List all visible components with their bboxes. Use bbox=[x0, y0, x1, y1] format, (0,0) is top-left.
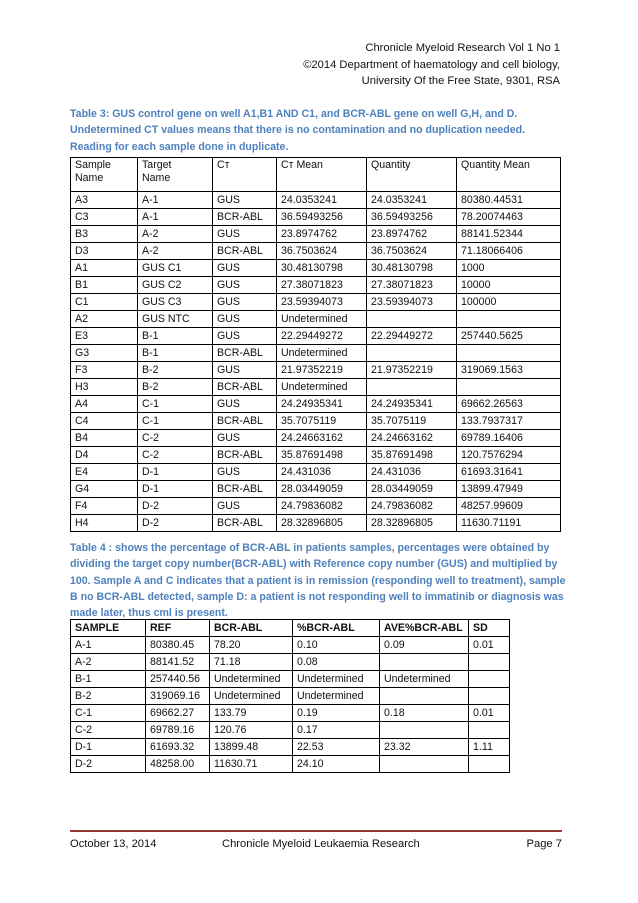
table-cell: 24.10 bbox=[293, 756, 380, 773]
table-cell bbox=[367, 345, 457, 362]
column-header-line: Name bbox=[75, 172, 104, 184]
table-cell: C-2 bbox=[138, 430, 213, 447]
footer-date: October 13, 2014 bbox=[70, 838, 157, 850]
table-cell: 24.79836082 bbox=[277, 498, 367, 515]
table-cell: 0.01 bbox=[469, 637, 510, 654]
table-cell: 80380.45 bbox=[146, 637, 210, 654]
table-row bbox=[71, 637, 510, 654]
caption-line: made later, thus cml is present. bbox=[70, 607, 228, 620]
table-row bbox=[71, 430, 561, 447]
table-row bbox=[71, 226, 561, 243]
table-row bbox=[71, 515, 561, 532]
table-cell: E3 bbox=[71, 328, 138, 345]
column-header: SD bbox=[469, 620, 510, 637]
table-cell: 61693.31641 bbox=[457, 464, 561, 481]
table-cell: 1.11 bbox=[469, 739, 510, 756]
table-cell: H4 bbox=[71, 515, 138, 532]
table-cell: D-2 bbox=[71, 756, 146, 773]
table-cell: 13899.48 bbox=[210, 739, 293, 756]
table-cell: A-2 bbox=[138, 226, 213, 243]
caption-line: Table 3: GUS control gene on well A1,B1 AND C1, and BCR-ABL gene on well G,H, and D. bbox=[70, 108, 518, 120]
table-cell: A1 bbox=[71, 260, 138, 277]
column-header: %BCR-ABL bbox=[293, 620, 380, 637]
table-cell: F4 bbox=[71, 498, 138, 515]
table-row bbox=[71, 328, 561, 345]
table-cell: C-1 bbox=[138, 413, 213, 430]
table-cell: Undetermined bbox=[277, 379, 367, 396]
table-cell: C-1 bbox=[71, 705, 146, 722]
table4-body bbox=[71, 637, 510, 773]
table-cell: H3 bbox=[71, 379, 138, 396]
table-cell: 23.8974762 bbox=[277, 226, 367, 243]
table-row bbox=[71, 260, 561, 277]
table-cell bbox=[457, 345, 561, 362]
table-cell: BCR-ABL bbox=[213, 209, 277, 226]
table-cell: GUS bbox=[213, 328, 277, 345]
table-cell: A-1 bbox=[71, 637, 146, 654]
table-row bbox=[71, 722, 510, 739]
caption-line: Reading for each sample done in duplicate. bbox=[70, 140, 289, 153]
table-cell: GUS bbox=[213, 311, 277, 328]
table-cell: GUS bbox=[213, 226, 277, 243]
table-row bbox=[71, 447, 561, 464]
table-cell: 100000 bbox=[457, 294, 561, 311]
column-header bbox=[277, 158, 367, 192]
running-header bbox=[140, 40, 560, 90]
table-cell: GUS bbox=[213, 260, 277, 277]
header-university: University Of the Free State, 9301, RSA bbox=[361, 75, 560, 87]
table-row bbox=[71, 243, 561, 260]
table-cell: 0.01 bbox=[469, 705, 510, 722]
column-header-line: Name bbox=[142, 172, 171, 184]
column-header: SAMPLE bbox=[71, 620, 146, 637]
table-cell: GUS NTC bbox=[138, 311, 213, 328]
table-cell: B-2 bbox=[71, 688, 146, 705]
table4-caption bbox=[70, 540, 570, 621]
table-cell: 1000 bbox=[457, 260, 561, 277]
table-cell: C1 bbox=[71, 294, 138, 311]
table-row bbox=[71, 756, 510, 773]
table-cell: 22.29449272 bbox=[367, 328, 457, 345]
table-cell: B1 bbox=[71, 277, 138, 294]
table-cell: C3 bbox=[71, 209, 138, 226]
table-cell: 69789.16406 bbox=[457, 430, 561, 447]
table-cell: 36.7503624 bbox=[277, 243, 367, 260]
table-cell: 0.10 bbox=[293, 637, 380, 654]
column-header-line: Quantity bbox=[371, 159, 411, 171]
table-cell: A-1 bbox=[138, 192, 213, 209]
table-cell: 24.24935341 bbox=[367, 396, 457, 413]
caption-line: Table 4 : shows the percentage of BCR-ABL in patients samples, percentages were obtained by bbox=[70, 542, 550, 554]
table-cell: 48257.99609 bbox=[457, 498, 561, 515]
table-cell: 71.18 bbox=[210, 654, 293, 671]
column-header-line: Sample bbox=[75, 159, 111, 171]
table-cell: B3 bbox=[71, 226, 138, 243]
table-cell: 23.32 bbox=[380, 739, 469, 756]
table-cell: C4 bbox=[71, 413, 138, 430]
table-cell: 257440.5625 bbox=[457, 328, 561, 345]
table-cell: 30.48130798 bbox=[277, 260, 367, 277]
table-cell: 24.24935341 bbox=[277, 396, 367, 413]
header-journal: Chronicle Myeloid Research Vol 1 No 1 bbox=[365, 42, 560, 54]
table-cell bbox=[380, 756, 469, 773]
table-cell bbox=[469, 671, 510, 688]
column-header: BCR-ABL bbox=[210, 620, 293, 637]
table-cell: BCR-ABL bbox=[213, 515, 277, 532]
table4-bcr-abl-percentages bbox=[70, 619, 510, 773]
table-cell: 48258.00 bbox=[146, 756, 210, 773]
table-cell: D4 bbox=[71, 447, 138, 464]
header-row bbox=[71, 620, 510, 637]
column-header: AVE%BCR-ABL bbox=[380, 620, 469, 637]
table-cell: GUS bbox=[213, 464, 277, 481]
table-cell: A-2 bbox=[71, 654, 146, 671]
table-cell: 11630.71 bbox=[210, 756, 293, 773]
table-cell: Undetermined bbox=[277, 311, 367, 328]
table-cell bbox=[469, 688, 510, 705]
table-cell: 35.87691498 bbox=[277, 447, 367, 464]
table-cell: Undetermined bbox=[277, 345, 367, 362]
table3-qpcr-results bbox=[70, 157, 561, 532]
table-cell: 36.59493256 bbox=[367, 209, 457, 226]
table-cell: D3 bbox=[71, 243, 138, 260]
table-cell: D-2 bbox=[138, 515, 213, 532]
table-row bbox=[71, 481, 561, 498]
column-header bbox=[367, 158, 457, 192]
column-header: REF bbox=[146, 620, 210, 637]
table-cell: A-1 bbox=[138, 209, 213, 226]
table-cell bbox=[457, 311, 561, 328]
column-header bbox=[457, 158, 561, 192]
table3-caption bbox=[70, 106, 570, 155]
table-cell: 24.431036 bbox=[367, 464, 457, 481]
table-cell: A-2 bbox=[138, 243, 213, 260]
table-cell: 24.431036 bbox=[277, 464, 367, 481]
column-header bbox=[71, 158, 138, 192]
table-cell: A3 bbox=[71, 192, 138, 209]
table-row bbox=[71, 705, 510, 722]
table-cell: 27.38071823 bbox=[367, 277, 457, 294]
table-cell: 120.7576294 bbox=[457, 447, 561, 464]
table-cell: Undetermined bbox=[210, 671, 293, 688]
table-cell: B4 bbox=[71, 430, 138, 447]
table-cell: 36.59493256 bbox=[277, 209, 367, 226]
table-row bbox=[71, 654, 510, 671]
table-cell: 0.08 bbox=[293, 654, 380, 671]
table-cell: 71.18066406 bbox=[457, 243, 561, 260]
table-cell: 30.48130798 bbox=[367, 260, 457, 277]
column-header bbox=[213, 158, 277, 192]
table-row bbox=[71, 464, 561, 481]
table-row bbox=[71, 379, 561, 396]
table-cell: 78.20074463 bbox=[457, 209, 561, 226]
table-cell: D-1 bbox=[71, 739, 146, 756]
table3-header bbox=[71, 158, 561, 192]
footer-page-number: Page 7 bbox=[526, 838, 562, 850]
caption-line: B no BCR-ABL detected, sample D: a patient is not responding well to immatinib or diagnosis was bbox=[70, 590, 564, 603]
table-cell: GUS C3 bbox=[138, 294, 213, 311]
table-cell: 69789.16 bbox=[146, 722, 210, 739]
table-cell: 27.38071823 bbox=[277, 277, 367, 294]
table-cell: BCR-ABL bbox=[213, 379, 277, 396]
table-cell bbox=[469, 756, 510, 773]
table-row bbox=[71, 311, 561, 328]
table-row bbox=[71, 345, 561, 362]
table-row bbox=[71, 671, 510, 688]
table-cell: 69662.27 bbox=[146, 705, 210, 722]
table-row bbox=[71, 192, 561, 209]
table-cell: 61693.32 bbox=[146, 739, 210, 756]
header-row bbox=[71, 158, 561, 192]
table-cell bbox=[367, 379, 457, 396]
table-row bbox=[71, 209, 561, 226]
table-cell bbox=[367, 311, 457, 328]
table-cell: 24.24663162 bbox=[367, 430, 457, 447]
table-cell: B-1 bbox=[138, 328, 213, 345]
table-cell: 35.7075119 bbox=[277, 413, 367, 430]
table-cell: 0.18 bbox=[380, 705, 469, 722]
table-cell bbox=[380, 654, 469, 671]
table-cell: E4 bbox=[71, 464, 138, 481]
table-cell: BCR-ABL bbox=[213, 345, 277, 362]
table-cell: 319069.16 bbox=[146, 688, 210, 705]
table-cell: A2 bbox=[71, 311, 138, 328]
table-cell: 21.97352219 bbox=[277, 362, 367, 379]
table-cell: C-1 bbox=[138, 396, 213, 413]
table-cell: GUS bbox=[213, 498, 277, 515]
table-cell bbox=[469, 722, 510, 739]
table-cell: 69662.26563 bbox=[457, 396, 561, 413]
table-row bbox=[71, 277, 561, 294]
table-cell: GUS bbox=[213, 362, 277, 379]
table-cell: B-2 bbox=[138, 362, 213, 379]
table-row bbox=[71, 294, 561, 311]
table-row bbox=[71, 396, 561, 413]
table-cell: 24.24663162 bbox=[277, 430, 367, 447]
table-cell: B-1 bbox=[71, 671, 146, 688]
footer-title: Chronicle Myeloid Leukaemia Research bbox=[222, 838, 420, 850]
table-cell: 35.87691498 bbox=[367, 447, 457, 464]
table-cell: C-2 bbox=[71, 722, 146, 739]
table-cell: 133.7937317 bbox=[457, 413, 561, 430]
table-cell: GUS C1 bbox=[138, 260, 213, 277]
table-cell: 80380.44531 bbox=[457, 192, 561, 209]
table-row bbox=[71, 413, 561, 430]
table-cell: D-1 bbox=[138, 464, 213, 481]
table-cell: 28.03449059 bbox=[367, 481, 457, 498]
table-cell bbox=[457, 379, 561, 396]
table-cell: D-2 bbox=[138, 498, 213, 515]
caption-line: Undetermined CT values means that there is no contamination and no duplication needed. bbox=[70, 124, 526, 137]
table-cell: 0.17 bbox=[293, 722, 380, 739]
table-cell: B-2 bbox=[138, 379, 213, 396]
table-cell: 11630.71191 bbox=[457, 515, 561, 532]
table-cell: GUS C2 bbox=[138, 277, 213, 294]
table-cell bbox=[380, 688, 469, 705]
table-cell: 28.32896805 bbox=[277, 515, 367, 532]
table-cell: G4 bbox=[71, 481, 138, 498]
table-cell: 13899.47949 bbox=[457, 481, 561, 498]
table-cell: 24.79836082 bbox=[367, 498, 457, 515]
table-cell: 0.09 bbox=[380, 637, 469, 654]
table-cell: 257440.56 bbox=[146, 671, 210, 688]
table-cell: Undetermined bbox=[210, 688, 293, 705]
table-cell: 21.97352219 bbox=[367, 362, 457, 379]
table-row bbox=[71, 498, 561, 515]
table-cell: D-1 bbox=[138, 481, 213, 498]
table-cell: GUS bbox=[213, 430, 277, 447]
footer-rule bbox=[70, 830, 562, 832]
table3-body bbox=[71, 192, 561, 532]
table-cell: 23.8974762 bbox=[367, 226, 457, 243]
table-cell: 88141.52 bbox=[146, 654, 210, 671]
table-row bbox=[71, 688, 510, 705]
table-cell: Undetermined bbox=[293, 671, 380, 688]
table-cell: 78.20 bbox=[210, 637, 293, 654]
table-cell: 88141.52344 bbox=[457, 226, 561, 243]
caption-line: dividing the target copy number(BCR-ABL) with Reference copy number (GUS) and multiplied by bbox=[70, 558, 558, 571]
table-cell: GUS bbox=[213, 396, 277, 413]
table-cell: 24.0353241 bbox=[277, 192, 367, 209]
table-cell: Undetermined bbox=[380, 671, 469, 688]
table-cell: F3 bbox=[71, 362, 138, 379]
table-row bbox=[71, 362, 561, 379]
table-cell: BCR-ABL bbox=[213, 243, 277, 260]
table-cell: 28.03449059 bbox=[277, 481, 367, 498]
table-cell: 35.7075119 bbox=[367, 413, 457, 430]
table-cell bbox=[380, 722, 469, 739]
column-header-line: Quantity Mean bbox=[461, 159, 530, 171]
caption-line: 100. Sample A and C indicates that a patient is in remission (responding well to treatment), sample bbox=[70, 574, 566, 587]
table-cell: 36.7503624 bbox=[367, 243, 457, 260]
table-cell bbox=[469, 654, 510, 671]
table-cell: 319069.1563 bbox=[457, 362, 561, 379]
table-cell: G3 bbox=[71, 345, 138, 362]
table-cell: 23.59394073 bbox=[277, 294, 367, 311]
column-header-line: Target bbox=[142, 159, 172, 171]
table-cell: 0.19 bbox=[293, 705, 380, 722]
header-department: ©2014 Department of haematology and cell biology, bbox=[303, 58, 560, 71]
table4-header bbox=[71, 620, 510, 637]
column-header-line: Cт bbox=[217, 159, 230, 171]
table-row bbox=[71, 739, 510, 756]
table-cell: 120.76 bbox=[210, 722, 293, 739]
table-cell: C-2 bbox=[138, 447, 213, 464]
table-cell: BCR-ABL bbox=[213, 481, 277, 498]
table-cell: GUS bbox=[213, 294, 277, 311]
table-cell: BCR-ABL bbox=[213, 447, 277, 464]
table-cell: 28.32896805 bbox=[367, 515, 457, 532]
table-cell: B-1 bbox=[138, 345, 213, 362]
column-header bbox=[138, 158, 213, 192]
table-cell: GUS bbox=[213, 277, 277, 294]
column-header-line: Cт Mean bbox=[281, 159, 323, 171]
table-cell: 22.29449272 bbox=[277, 328, 367, 345]
table-cell: BCR-ABL bbox=[213, 413, 277, 430]
table-cell: A4 bbox=[71, 396, 138, 413]
table-cell: GUS bbox=[213, 192, 277, 209]
table-cell: 23.59394073 bbox=[367, 294, 457, 311]
table-cell: 10000 bbox=[457, 277, 561, 294]
table-cell: 133.79 bbox=[210, 705, 293, 722]
table-cell: 22.53 bbox=[293, 739, 380, 756]
table-cell: 24.0353241 bbox=[367, 192, 457, 209]
table-cell: Undetermined bbox=[293, 688, 380, 705]
